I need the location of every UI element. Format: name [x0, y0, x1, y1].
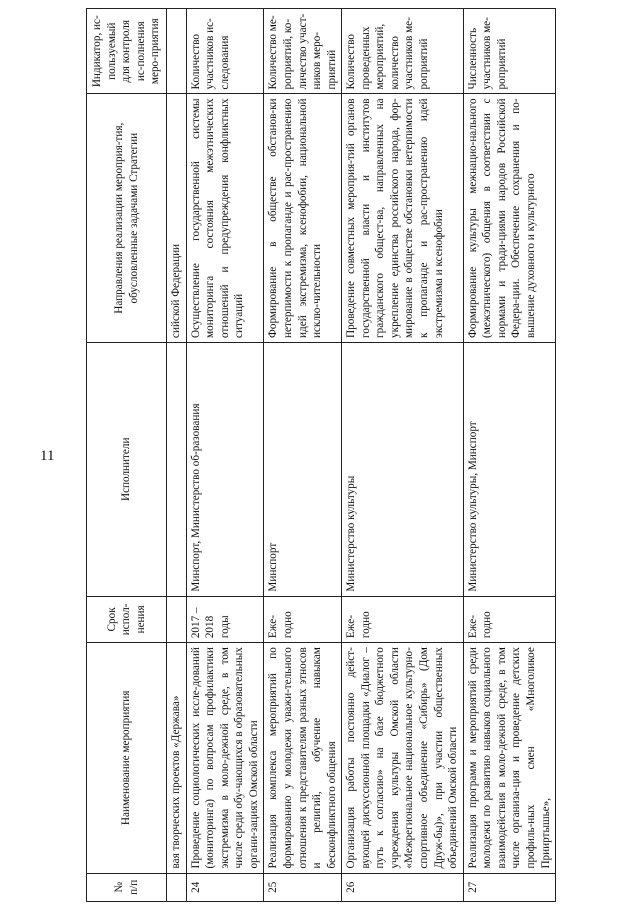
table-row: [264, 9, 342, 902]
measures-table: [86, 8, 556, 902]
header-num: № п/п: [87, 873, 167, 901]
row-indicator: Количество проведенных мероприятий, количество участников ме-роприятий: [342, 9, 464, 94]
row-indicator: Количество участников ис-следования: [186, 9, 264, 94]
row-directions: Формирование в обществе обстанов-ки нетерпимости к пропаганде и рас-пространению идей экстремизма, ксенофобии, национальной исклю-чительности: [264, 94, 342, 342]
row-term: Еже-годно: [264, 596, 342, 643]
row-name: Проведение социологических иссле-дований (мониторинга) по вопросам профилактики экстремизма в моло-дежной среде, в том числе среди обу-чающихся в образовательных органи-зациях Омской области: [186, 643, 264, 873]
continuation-row: [167, 9, 187, 902]
table-row: [186, 9, 264, 902]
row-num: 24: [186, 873, 264, 901]
table-row: [463, 9, 555, 902]
row-indicator: Численность участников ме-роприятий: [463, 9, 555, 94]
row-executors: Минспорт, Министерство об-разования: [186, 342, 264, 596]
page-number: 11: [40, 448, 55, 464]
header-term: Срок испол-нения: [87, 596, 167, 643]
continuation-directions: сийской Федерации: [167, 94, 187, 342]
row-indicator: Количество ме-роприятий, ко-личество участ-ников меро-приятий: [264, 9, 342, 94]
header-executors: Исполнители: [87, 342, 167, 596]
header-directions: Направления реализации мероприя-тия, обусловленные задачами Стратегии: [87, 94, 167, 342]
row-num: 27: [463, 873, 555, 901]
row-term: Еже-годно: [342, 596, 464, 643]
row-num: 25: [264, 873, 342, 901]
row-name: Реализация комплекса мероприятий по формированию у молодежи уважи-тельного отношения к представителям разных этносов и религий, обучение навыкам бесконфликтного общения: [264, 643, 342, 873]
row-directions: Проведение совместных мероприя-тий органов государственной власти и институтов гражданского общест-ва, направленных на укрепление единства российского народа, фор-мирование в обществе обстановки нетерпимости к пропаганде и рас-пространению идей экстремизма и ксенофобии: [342, 94, 464, 342]
row-term: 2017 – 2018 годы: [186, 596, 264, 643]
row-executors: Министерство культуры, Минспорт: [463, 342, 555, 596]
header-indicator: Индикатор, ис-пользуемый для контроля ис-полнения меро-приятия: [87, 9, 167, 94]
row-name: Организация работы постоянно дейст-вующей дискуссионной площадки «Диалог – путь к согласию» на базе бюджетного учреждения культуры Омской области «Межрегиональное национальное культурно-спортивное объединение «Сибирь» (Дом Друж-бы)», при участии общественных объединений Омской области: [342, 643, 464, 873]
row-executors: Минспорт: [264, 342, 342, 596]
row-num: 26: [342, 873, 464, 901]
row-term: Еже-годно: [463, 596, 555, 643]
row-directions: Формирование культуры межнацио-нального (межэтнического) общения в соответствии с нормами и тради-циями народов Российской Федера-ции. Обеспечение сохранения и по-вышение духовного и культурного: [463, 94, 555, 342]
row-name: Реализация программ и мероприятий среди молодежи по развитию навыков социального взаимодействия в моло-дежной среде, в том числе организа-ция и проведение детских профиль-ных смен «Многоликое Прииртышье»,: [463, 643, 555, 873]
header-name: Наименование мероприятия: [87, 643, 167, 873]
rotated-page-content: [86, 8, 630, 902]
table-row: [342, 9, 464, 902]
row-executors: Министерство культуры: [342, 342, 464, 596]
table-header-row: [87, 9, 167, 902]
row-directions: Осуществление государственной системы мониторинга состояния межэтнических отношений и предупреждения конфликтных ситуаций: [186, 94, 264, 342]
continuation-name: вая творческих проектов «Держава»: [167, 643, 187, 873]
